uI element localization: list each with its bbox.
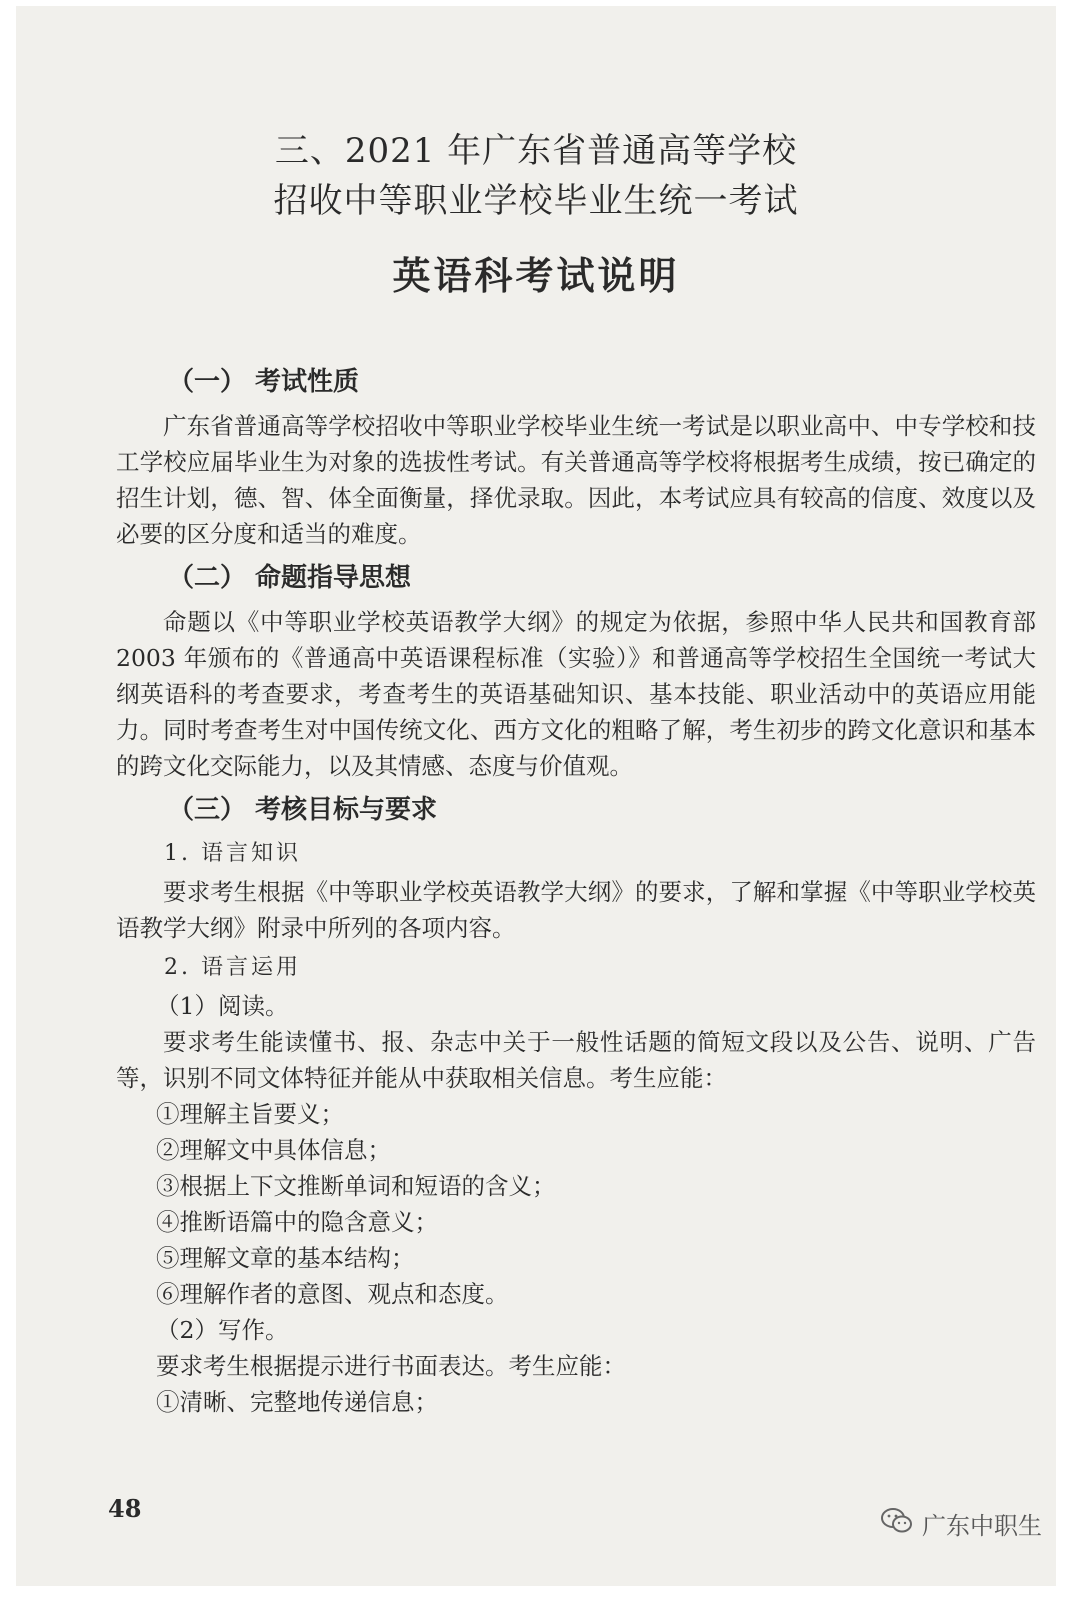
book-page	[16, 6, 1056, 1586]
writing-paragraph: 要求考生根据提示进行书面表达。考生应能：	[156, 1352, 626, 1380]
reading-item: ⑥理解作者的意图、观点和态度。	[156, 1280, 509, 1308]
reading-item: ①理解主旨要义；	[156, 1100, 344, 1128]
wechat-icon	[880, 1507, 914, 1541]
reading-item: ⑤理解文章的基本结构；	[156, 1244, 415, 1272]
language-knowledge-paragraph: 要求考生根据《中等职业学校英语教学大纲》的要求，了解和掌握《中等职业学校英语教学大纲》附录中所列的各项内容。	[116, 878, 1036, 942]
section-2-paragraph: 命题以《中等职业学校英语教学大纲》的规定为依据，参照中华人民共和国教育部 2003 年颁布的《普通高中英语课程标准（实验）》和普通高等学校招生全国统一考试大纲英语科的考查要求，考查考生的英语基础知识、基本技能、职业活动中的英语应用能力。同时考查考生对中国传统文化、西方文化的粗略了解，考生初步的跨文化意识和基本的跨文化交际能力，以及其情感、态度与价值观。	[116, 608, 1036, 780]
section-3-heading: （三） 考核目标与要求	[168, 795, 438, 825]
writing-title: （2）写作。	[156, 1316, 289, 1344]
document-body	[116, 356, 1036, 1420]
subsection-language-use: 2. 语言运用	[164, 955, 301, 980]
watermark	[880, 1506, 1042, 1541]
reading-item: ②理解文中具体信息；	[156, 1136, 391, 1164]
writing-item: ①清晰、完整地传递信息；	[156, 1388, 438, 1416]
reading-item: ③根据上下文推断单词和短语的含义；	[156, 1172, 556, 1200]
reading-paragraph: 要求考生能读懂书、报、杂志中关于一般性话题的简短文段以及公告、说明、广告等，识别不同文体特征并能从中获取相关信息。考生应能：	[116, 1028, 1036, 1092]
section-1-paragraph: 广东省普通高等学校招收中等职业学校毕业生统一考试是以职业高中、中专学校和技工学校应届毕业生为对象的选拔性考试。有关普通高等学校将根据考生成绩，按已确定的招生计划，德、智、体全面衡量，择优录取。因此，本考试应具有较高的信度、效度以及必要的区分度和适当的难度。	[116, 412, 1036, 548]
title-block	[16, 126, 1056, 306]
watermark-text: 广东中职生	[922, 1512, 1042, 1540]
section-1-heading: （一） 考试性质	[168, 367, 360, 397]
reading-item: ④推断语篇中的隐含意义；	[156, 1208, 438, 1236]
reading-title: （1）阅读。	[156, 992, 289, 1020]
title-line-2: 招收中等职业学校毕业生统一考试	[273, 181, 799, 221]
title-line-3: 英语科考试说明	[392, 253, 680, 298]
section-2-heading: （二） 命题指导思想	[168, 563, 412, 593]
page-number: 48	[108, 1494, 142, 1523]
subsection-language-knowledge: 1. 语言知识	[164, 841, 301, 866]
title-line-1: 三、2021 年广东省普通高等学校	[274, 131, 798, 171]
